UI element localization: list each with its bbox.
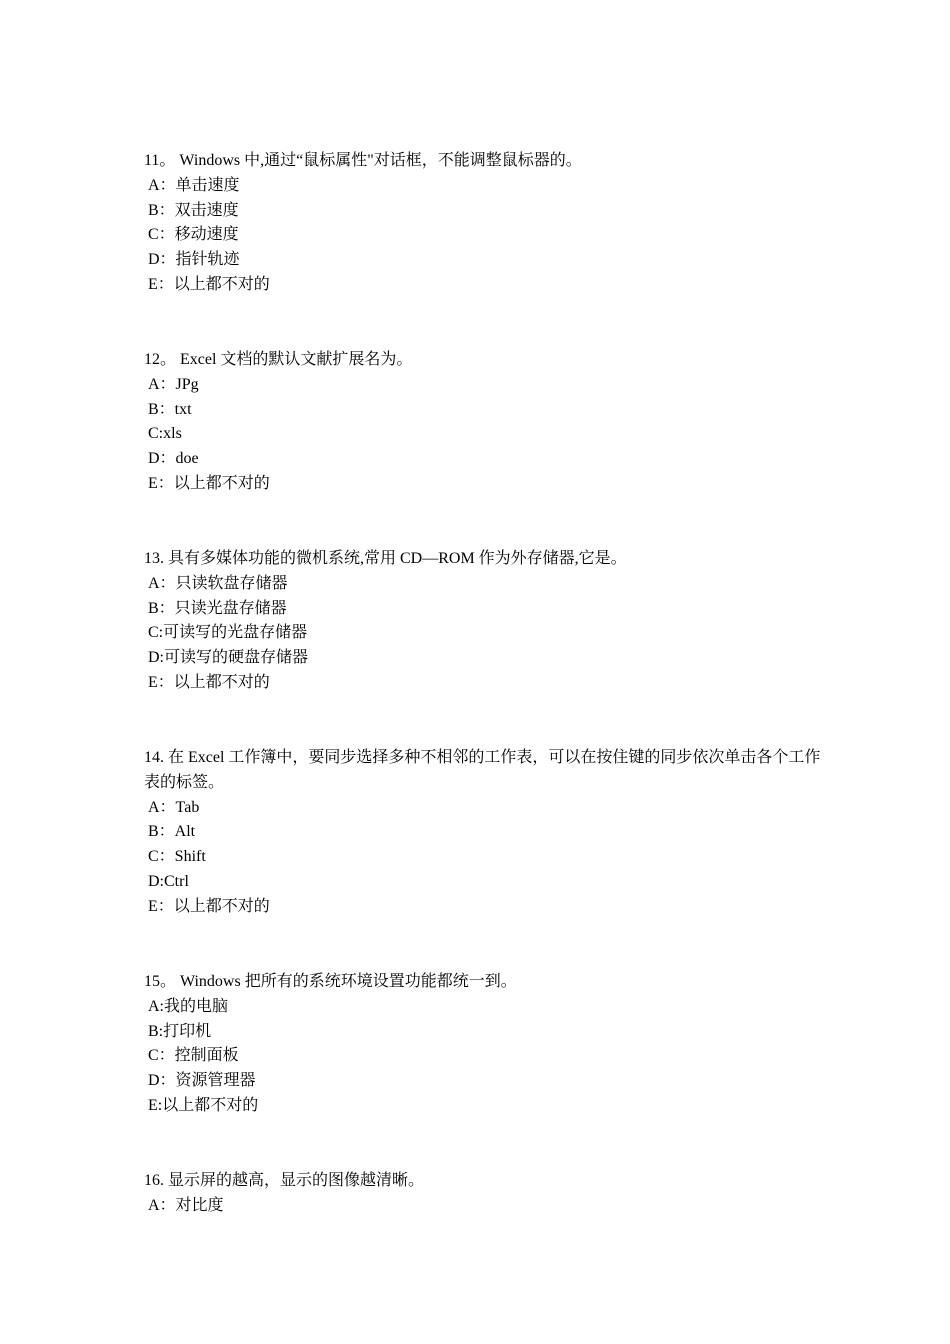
question-15 — [144, 970, 824, 1119]
question-text: 14. 在 Excel 工作簿中，要同步选择多种不相邻的工作表，可以在按住键的同步依次单击各个工作表的标签。 — [144, 749, 821, 791]
question-text: 15。 Windows 把所有的系统环境设置功能都统一到。 — [144, 973, 517, 990]
option-a: A:我的电脑 — [148, 997, 229, 1015]
option-b: B：只读光盘存储器 — [148, 599, 287, 617]
question-12 — [144, 348, 824, 497]
option-d: D:Ctrl — [148, 872, 189, 890]
option-e: E：以上都不对的 — [148, 275, 270, 293]
option-e: E：以上都不对的 — [148, 474, 270, 492]
option-e: E：以上都不对的 — [148, 673, 270, 691]
option-a: A：Tab — [148, 798, 200, 816]
option-b: B:打印机 — [148, 1022, 212, 1040]
question-14 — [144, 746, 824, 920]
option-d: D：资源管理器 — [148, 1072, 256, 1090]
question-16 — [144, 1169, 824, 1219]
option-d: D：doe — [148, 450, 199, 468]
question-text: 12。 Excel 文档的默认文献扩展名为。 — [144, 351, 413, 368]
option-d: D:可读写的硬盘存储器 — [148, 649, 309, 667]
option-a: A：单击速度 — [148, 176, 240, 194]
option-d: D：指针轨迹 — [148, 251, 240, 269]
option-a: A：对比度 — [148, 1196, 224, 1214]
option-c: C：Shift — [148, 848, 206, 866]
option-c: C：移动速度 — [148, 226, 239, 244]
option-a: A：JPg — [148, 375, 199, 393]
option-b: B：txt — [148, 400, 192, 418]
question-11 — [144, 149, 824, 298]
option-a: A：只读软盘存储器 — [148, 574, 288, 592]
option-c: C:xls — [148, 425, 182, 443]
option-b: B：Alt — [148, 823, 196, 841]
question-text: 16. 显示屏的越高，显示的图像越清晰。 — [144, 1172, 425, 1189]
option-c: C:可读写的光盘存储器 — [148, 624, 308, 642]
option-e: E:以上都不对的 — [148, 1096, 259, 1114]
question-text: 13. 具有多媒体功能的微机系统,常用 CD—ROM 作为外存储器,它是。 — [144, 550, 627, 567]
question-13 — [144, 547, 824, 696]
option-c: C：控制面板 — [148, 1047, 239, 1065]
question-text: 11。 Windows 中,通过“鼠标属性"对话框，不能调整鼠标器的。 — [144, 152, 582, 169]
option-b: B：双击速度 — [148, 201, 239, 219]
option-e: E：以上都不对的 — [148, 897, 270, 915]
